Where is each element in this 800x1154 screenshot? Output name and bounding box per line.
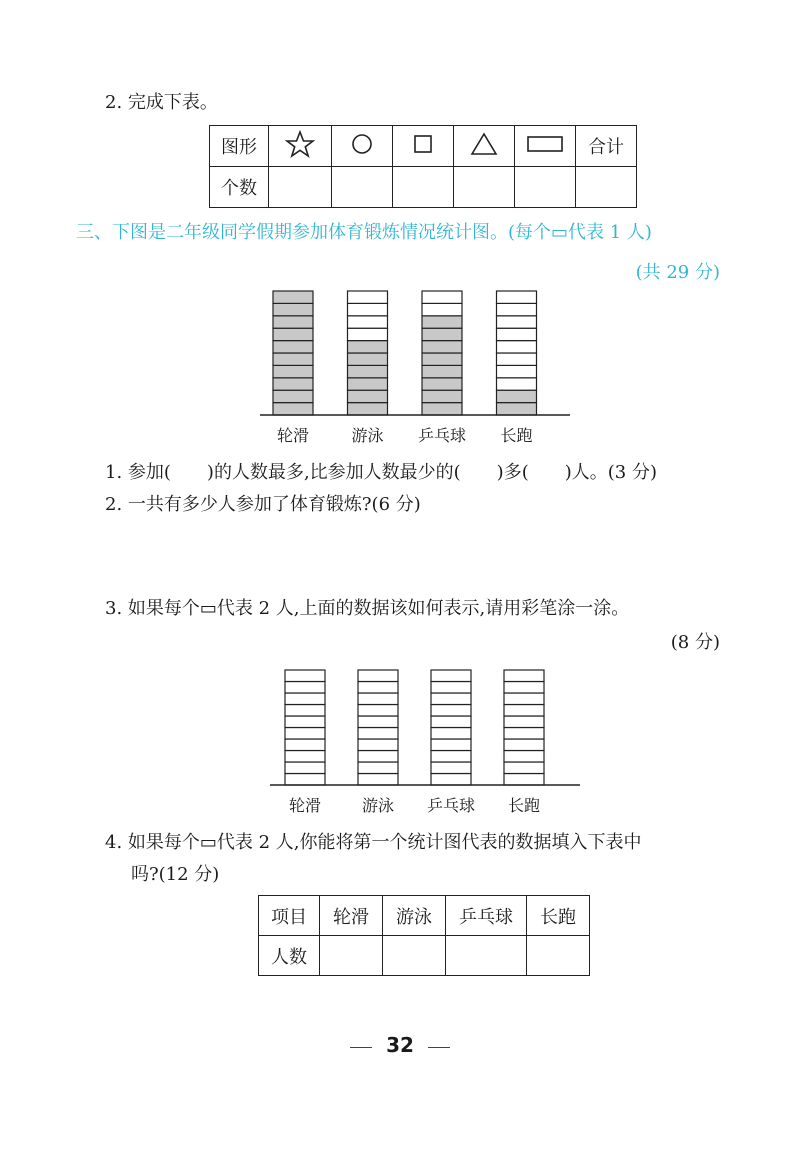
question-3-points: (8 分) (670, 632, 720, 653)
filled-cell (273, 390, 313, 402)
empty-cell (431, 774, 471, 786)
empty-cell (358, 774, 398, 786)
bar-游泳 (358, 670, 398, 785)
answer-cell[interactable] (576, 167, 637, 208)
filled-cell (273, 328, 313, 340)
x-tick-label: 长跑 (500, 426, 533, 445)
section3-heading: 三、下图是二年级同学假期参加体育锻炼情况统计图。(每个▭代表 1 人) (76, 222, 652, 243)
bar-乒乓球 (431, 670, 471, 785)
bar-长跑 (497, 291, 537, 415)
empty-cell (285, 739, 325, 751)
empty-cell (348, 328, 388, 340)
people-count-table (258, 895, 590, 976)
empty-cell (422, 303, 462, 315)
x-tick-label: 游泳 (361, 796, 395, 815)
empty-cell (422, 291, 462, 303)
x-tick-label: 轮滑 (288, 796, 322, 815)
total-header: 合计 (576, 126, 637, 167)
question-4-line1: 4. 如果每个▭代表 2 人,你能将第一个统计图代表的数据填入下表中 (105, 832, 642, 853)
square-icon (393, 126, 454, 167)
filled-cell (273, 353, 313, 365)
empty-cell (504, 751, 544, 763)
bar-长跑 (504, 670, 544, 785)
filled-cell (273, 365, 313, 377)
bar-轮滑 (273, 291, 313, 415)
empty-cell (358, 682, 398, 694)
filled-cell (348, 390, 388, 402)
filled-cell (422, 328, 462, 340)
section2-title: 2. 完成下表。 (105, 92, 218, 113)
x-tick-label: 长跑 (507, 796, 541, 815)
empty-cell (348, 303, 388, 315)
answer-cell[interactable] (446, 936, 527, 976)
empty-cell (285, 670, 325, 682)
empty-cell (497, 353, 537, 365)
answer-cell[interactable] (515, 167, 576, 208)
empty-cell (497, 303, 537, 315)
table2-header: 乒乓球 (446, 896, 527, 936)
triangle-icon (454, 126, 515, 167)
empty-cell (431, 739, 471, 751)
empty-cell (504, 682, 544, 694)
filled-cell (348, 353, 388, 365)
empty-cell (431, 762, 471, 774)
table2-header: 长跑 (527, 896, 590, 936)
empty-cell (358, 670, 398, 682)
empty-cell (358, 693, 398, 705)
empty-cell (504, 762, 544, 774)
x-tick-label: 游泳 (351, 426, 384, 445)
empty-cell (497, 291, 537, 303)
empty-cell (358, 739, 398, 751)
filled-cell (422, 316, 462, 328)
bar-轮滑 (285, 670, 325, 785)
filled-cell (348, 341, 388, 353)
empty-cell (504, 728, 544, 740)
empty-cell (504, 739, 544, 751)
table2-header: 游泳 (383, 896, 446, 936)
star-icon (269, 126, 332, 167)
filled-cell (348, 365, 388, 377)
question-3: 3. 如果每个▭代表 2 人,上面的数据该如何表示,请用彩笔涂一涂。 (105, 598, 630, 619)
x-tick-label: 轮滑 (276, 426, 310, 445)
empty-cell (431, 728, 471, 740)
empty-cell (504, 774, 544, 786)
empty-cell (497, 341, 537, 353)
empty-cell (431, 716, 471, 728)
filled-cell (497, 403, 537, 415)
x-tick-label: 乒乓球 (417, 426, 467, 445)
empty-cell (431, 693, 471, 705)
filled-cell (273, 303, 313, 315)
chart1 (255, 285, 575, 450)
filled-cell (422, 353, 462, 365)
answer-cell[interactable] (393, 167, 454, 208)
x-tick-label: 乒乓球 (426, 796, 476, 815)
filled-cell (422, 390, 462, 402)
filled-cell (422, 378, 462, 390)
empty-cell (504, 716, 544, 728)
empty-cell (285, 716, 325, 728)
empty-cell (431, 670, 471, 682)
empty-cell (497, 365, 537, 377)
answer-cell[interactable] (320, 936, 383, 976)
question-2: 2. 一共有多少人参加了体育锻炼?(6 分) (105, 494, 421, 515)
filled-cell (273, 291, 313, 303)
empty-cell (504, 693, 544, 705)
answer-cell[interactable] (383, 936, 446, 976)
empty-cell (285, 751, 325, 763)
filled-cell (348, 403, 388, 415)
rectangle-icon (515, 126, 576, 167)
chart2 (265, 658, 585, 818)
answer-cell[interactable] (332, 167, 393, 208)
empty-cell (285, 693, 325, 705)
empty-cell (504, 705, 544, 717)
empty-cell (358, 728, 398, 740)
row-label-shape: 图形 (210, 126, 269, 167)
table2-header: 轮滑 (320, 896, 383, 936)
bar-游泳 (348, 291, 388, 415)
table2-row-label: 人数 (259, 936, 320, 976)
answer-cell[interactable] (527, 936, 590, 976)
empty-cell (431, 682, 471, 694)
empty-cell (497, 316, 537, 328)
empty-cell (504, 670, 544, 682)
filled-cell (273, 403, 313, 415)
filled-cell (497, 390, 537, 402)
empty-cell (431, 705, 471, 717)
empty-cell (431, 751, 471, 763)
footer-dash-left (350, 1047, 372, 1048)
page-footer (0, 1033, 800, 1057)
empty-cell (285, 705, 325, 717)
empty-cell (358, 751, 398, 763)
empty-cell (285, 682, 325, 694)
bar-乒乓球 (422, 291, 462, 415)
page-number: 32 (386, 1033, 414, 1057)
footer-dash-right (428, 1047, 450, 1048)
section3-points: (共 29 分) (635, 262, 720, 283)
filled-cell (273, 378, 313, 390)
filled-cell (422, 403, 462, 415)
table2-header: 项目 (259, 896, 320, 936)
question-4-line2: 吗?(12 分) (131, 864, 220, 885)
empty-cell (348, 316, 388, 328)
empty-cell (285, 728, 325, 740)
filled-cell (422, 341, 462, 353)
empty-cell (348, 291, 388, 303)
empty-cell (497, 328, 537, 340)
filled-cell (422, 365, 462, 377)
filled-cell (348, 378, 388, 390)
row-label-count: 个数 (210, 167, 269, 208)
filled-cell (273, 341, 313, 353)
question-1: 1. 参加( )的人数最多,比参加人数最少的( )多( )人。(3 分) (105, 462, 657, 483)
empty-cell (358, 762, 398, 774)
empty-cell (358, 705, 398, 717)
empty-cell (358, 716, 398, 728)
shape-count-table (209, 125, 637, 208)
answer-cell[interactable] (454, 167, 515, 208)
answer-cell[interactable] (269, 167, 332, 208)
circle-icon (332, 126, 393, 167)
empty-cell (285, 762, 325, 774)
filled-cell (273, 316, 313, 328)
empty-cell (497, 378, 537, 390)
empty-cell (285, 774, 325, 786)
